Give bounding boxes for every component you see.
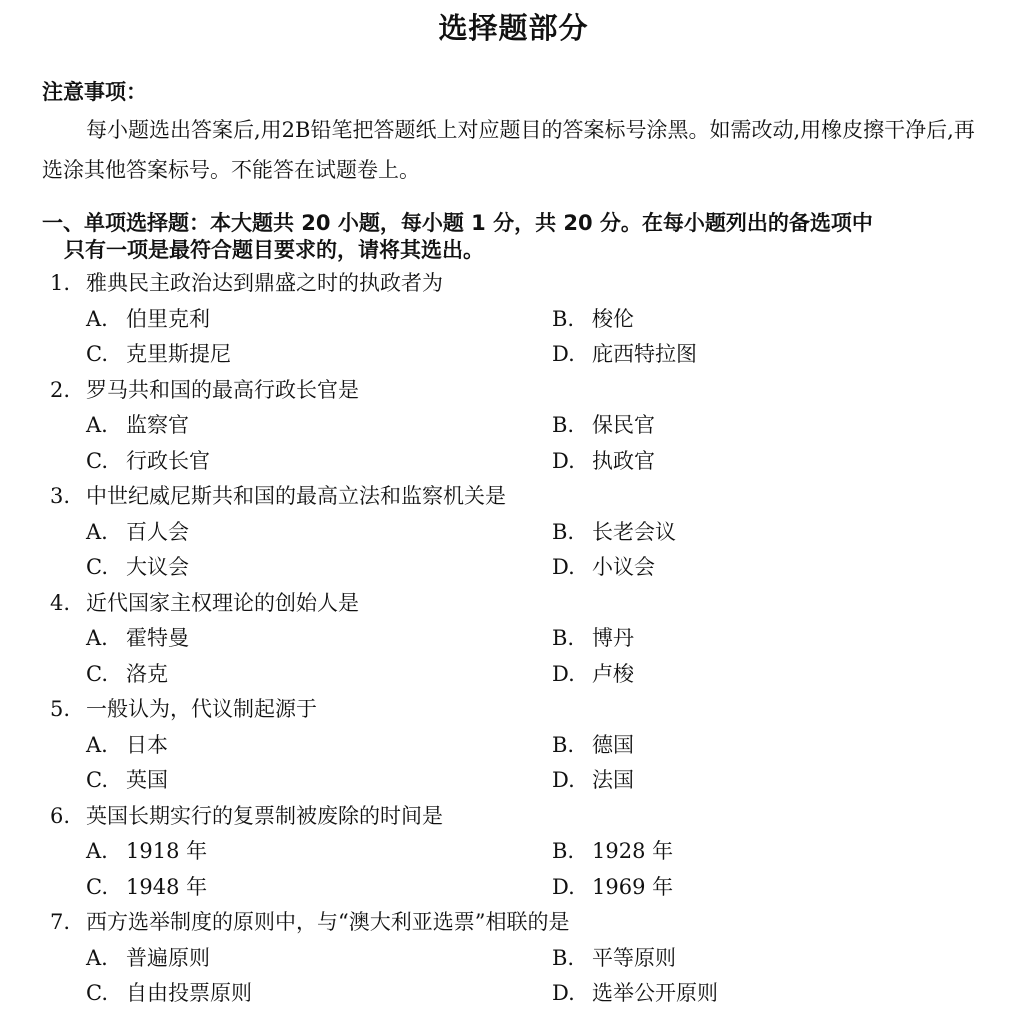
page-title: 选择题部分 <box>438 11 589 45</box>
answer-option <box>552 408 655 444</box>
option-text: 伯里克利 <box>126 306 210 331</box>
section-heading-line1: 一、单项选择题：本大题共 20 小题，每小题 1 分，共 20 分。在每小题列出的备选项中 <box>42 211 873 235</box>
option-text: 长老会议 <box>592 519 676 544</box>
question-text: 罗马共和国的最高行政长官是 <box>86 377 359 402</box>
option-letter: A. <box>86 839 108 863</box>
option-text: 百人会 <box>126 519 189 544</box>
option-letter: C. <box>86 981 108 1005</box>
question-list <box>0 266 1027 1012</box>
question-number: 1. <box>50 271 71 295</box>
option-text: 1918 年 <box>126 839 208 863</box>
answer-option <box>552 337 697 373</box>
option-text: 执政官 <box>592 448 655 473</box>
answer-option <box>552 763 634 799</box>
option-letter: D. <box>552 874 575 899</box>
section-heading <box>42 210 992 264</box>
option-row <box>0 302 1027 338</box>
question-stem <box>0 479 1027 515</box>
option-text: 英国 <box>126 768 168 792</box>
answer-option <box>552 976 718 1012</box>
answer-option <box>86 657 168 693</box>
option-text: 保民官 <box>592 413 655 437</box>
answer-option <box>86 870 207 906</box>
option-text: 庇西特拉图 <box>592 342 697 366</box>
option-row <box>0 763 1027 799</box>
option-text: 克里斯提尼 <box>126 342 231 366</box>
question-item <box>0 479 1027 586</box>
option-text: 小议会 <box>592 555 655 579</box>
question-number: 4. <box>50 590 71 615</box>
answer-option <box>86 834 207 870</box>
option-row <box>0 976 1027 1012</box>
option-text: 选举公开原则 <box>592 981 718 1005</box>
answer-option <box>552 834 673 870</box>
option-letter: A. <box>86 413 108 437</box>
answer-option <box>552 621 634 657</box>
notice-body: 每小题选出答案后,用2B铅笔把答题纸上对应题目的答案标号涂黑。如需改动,用橡皮擦干净后,再选涂其他答案标号。不能答在试题卷上。 <box>42 118 975 182</box>
question-item <box>0 799 1027 906</box>
answer-option <box>552 870 673 906</box>
option-letter: D. <box>552 981 575 1005</box>
option-letter: B. <box>552 839 575 863</box>
option-row <box>0 941 1027 977</box>
option-letter: C. <box>86 448 108 473</box>
option-letter: A. <box>86 306 108 331</box>
option-letter: B. <box>552 732 575 757</box>
answer-option <box>86 302 210 338</box>
option-letter: A. <box>86 945 108 970</box>
option-letter: C. <box>86 768 108 792</box>
question-number: 5. <box>50 697 71 721</box>
answer-option <box>552 941 676 977</box>
question-stem <box>0 373 1027 409</box>
option-letter: C. <box>86 874 108 899</box>
option-letter: B. <box>552 306 575 331</box>
answer-option <box>552 657 634 693</box>
option-text: 行政长官 <box>126 448 210 473</box>
option-letter: C. <box>86 661 108 686</box>
option-row <box>0 550 1027 586</box>
section-heading-line2: 只有一项是最符合题目要求的，请将其选出。 <box>64 238 484 262</box>
answer-option <box>86 763 168 799</box>
question-stem <box>0 586 1027 622</box>
option-letter: D. <box>552 555 575 579</box>
option-text: 1948 年 <box>126 874 208 899</box>
question-item <box>0 905 1027 1012</box>
answer-option <box>552 550 655 586</box>
option-letter: D. <box>552 768 575 792</box>
option-row <box>0 408 1027 444</box>
option-letter: B. <box>552 413 575 437</box>
option-text: 德国 <box>592 732 634 757</box>
question-stem <box>0 799 1027 835</box>
option-text: 博丹 <box>592 626 634 650</box>
answer-option <box>86 444 210 480</box>
notice-heading: 注意事项： <box>42 80 147 104</box>
question-stem <box>0 905 1027 941</box>
question-text: 英国长期实行的复票制被废除的时间是 <box>86 803 443 828</box>
answer-option <box>86 728 168 764</box>
option-row <box>0 870 1027 906</box>
option-letter: A. <box>86 626 108 650</box>
answer-option <box>86 976 252 1012</box>
option-text: 大议会 <box>126 555 189 579</box>
option-text: 霍特曼 <box>126 626 189 650</box>
question-item <box>0 586 1027 693</box>
question-item <box>0 692 1027 799</box>
question-item <box>0 373 1027 480</box>
answer-option <box>86 941 210 977</box>
option-text: 1969 年 <box>592 874 674 899</box>
answer-option <box>86 550 189 586</box>
option-row <box>0 728 1027 764</box>
option-letter: B. <box>552 626 575 650</box>
option-row <box>0 834 1027 870</box>
question-number: 7. <box>50 910 71 934</box>
answer-option <box>86 408 189 444</box>
answer-option <box>86 621 189 657</box>
option-text: 梭伦 <box>592 306 634 331</box>
option-row <box>0 337 1027 373</box>
answer-option <box>552 728 634 764</box>
option-row <box>0 657 1027 693</box>
question-stem <box>0 692 1027 728</box>
answer-option <box>552 515 676 551</box>
option-row <box>0 621 1027 657</box>
option-text: 洛克 <box>126 661 168 686</box>
option-letter: C. <box>86 342 108 366</box>
option-row <box>0 444 1027 480</box>
option-letter: C. <box>86 555 108 579</box>
answer-option <box>86 337 231 373</box>
option-letter: D. <box>552 661 575 686</box>
question-text: 雅典民主政治达到鼎盛之时的执政者为 <box>86 271 443 295</box>
question-item <box>0 266 1027 373</box>
question-number: 6. <box>50 803 71 828</box>
answer-option <box>86 515 189 551</box>
option-letter: A. <box>86 732 108 757</box>
question-text: 近代国家主权理论的创始人是 <box>86 590 359 615</box>
option-text: 法国 <box>592 768 634 792</box>
option-text: 卢梭 <box>592 661 634 686</box>
option-text: 日本 <box>126 732 168 757</box>
option-letter: B. <box>552 945 575 970</box>
answer-option <box>552 302 634 338</box>
option-letter: D. <box>552 342 575 366</box>
answer-option <box>552 444 655 480</box>
question-text: 中世纪威尼斯共和国的最高立法和监察机关是 <box>86 484 506 508</box>
option-letter: B. <box>552 519 575 544</box>
question-text: 西方选举制度的原则中，与“澳大利亚选票”相联的是 <box>86 910 570 934</box>
option-text: 1928 年 <box>592 839 674 863</box>
option-letter: D. <box>552 448 575 473</box>
question-text: 一般认为，代议制起源于 <box>86 697 317 721</box>
option-letter: A. <box>86 519 108 544</box>
option-text: 监察官 <box>126 413 189 437</box>
option-text: 平等原则 <box>592 945 676 970</box>
question-number: 3. <box>50 484 71 508</box>
option-text: 普遍原则 <box>126 945 210 970</box>
option-row <box>0 515 1027 551</box>
question-number: 2. <box>50 377 71 402</box>
question-stem <box>0 266 1027 302</box>
option-text: 自由投票原则 <box>126 981 252 1005</box>
